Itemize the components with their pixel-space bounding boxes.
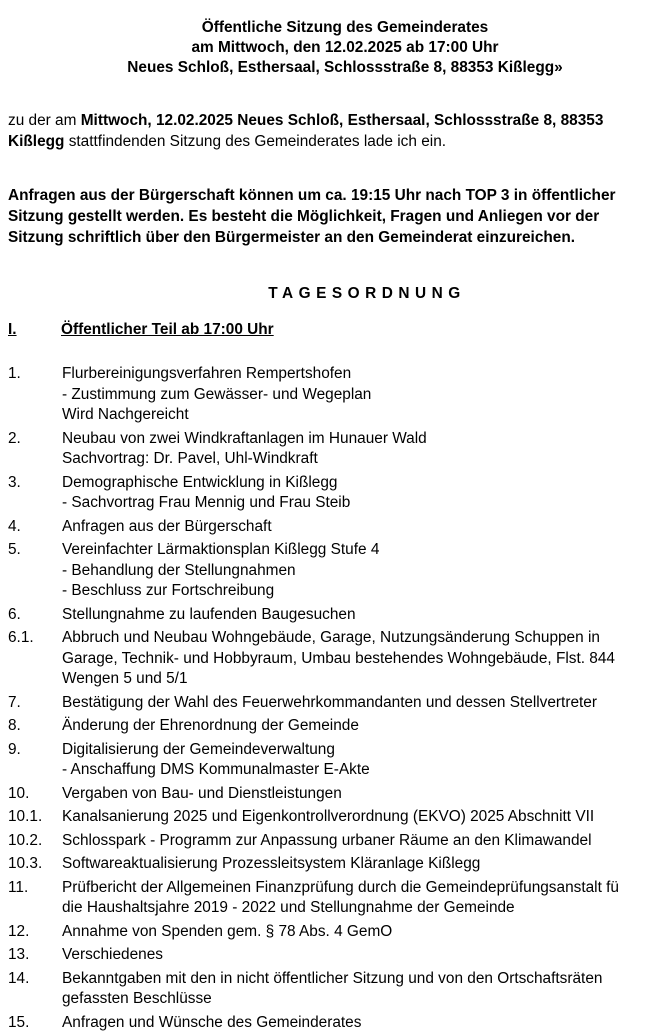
- agenda-item: [8, 945, 653, 966]
- agenda-item-number: 5.: [8, 540, 62, 602]
- agenda-title: TAGESORDNUNG: [0, 285, 653, 303]
- agenda-item-line: Anfragen und Wünsche des Gemeinderates: [62, 1013, 361, 1033]
- agenda-item-number: 4.: [8, 517, 62, 538]
- agenda-item-number: 3.: [8, 473, 62, 514]
- agenda-item-line: Änderung der Ehrenordnung der Gemeinde: [62, 716, 359, 737]
- agenda-item-line: Bestätigung der Wahl des Feuerwehrkommandanten und dessen Stellvertreter: [62, 693, 597, 714]
- header-title: Öffentliche Sitzung des Gemeinderates: [0, 18, 653, 38]
- agenda-item-body: [62, 517, 272, 538]
- agenda-item-line: die Haushaltsjahre 2019 - 2022 und Stellungnahme der Gemeinde: [62, 898, 619, 919]
- agenda-item-line: Vergaben von Bau- und Dienstleistungen: [62, 784, 342, 805]
- agenda-item-line: Digitalisierung der Gemeindeverwaltung: [62, 740, 370, 761]
- header-date: am Mittwoch, den 12.02.2025 ab 17:00 Uhr: [0, 38, 653, 58]
- agenda-item-line: - Beschluss zur Fortschreibung: [62, 581, 379, 602]
- agenda-item: [8, 854, 653, 875]
- agenda-item: [8, 969, 653, 1010]
- agenda-item-number: 13.: [8, 945, 62, 966]
- invitation-line-2: [8, 131, 653, 152]
- agenda-item-number: 10.: [8, 784, 62, 805]
- agenda-item-body: [62, 807, 594, 828]
- notice-line-1: Anfragen aus der Bürgerschaft können um ca. 19:15 Uhr nach TOP 3 in öffentlicher: [8, 185, 653, 206]
- agenda-item-body: [62, 628, 615, 690]
- agenda-item: [8, 784, 653, 805]
- agenda-item: [8, 429, 653, 470]
- agenda-item-line: Stellungnahme zu laufenden Baugesuchen: [62, 605, 356, 626]
- invitation-date-location: Mittwoch, 12.02.2025 Neues Schloß, Esthersaal, Schlossstraße 8, 88353: [81, 112, 604, 129]
- agenda-item-body: [62, 605, 356, 626]
- agenda-item: [8, 628, 653, 690]
- agenda-item-body: [62, 784, 342, 805]
- agenda-item-line: - Sachvortrag Frau Mennig und Frau Steib: [62, 493, 350, 514]
- agenda-item-line: Wengen 5 und 5/1: [62, 669, 615, 690]
- agenda-item-number: 9.: [8, 740, 62, 781]
- agenda-item: [8, 693, 653, 714]
- agenda-item-number: 10.3.: [8, 854, 62, 875]
- agenda-item: [8, 807, 653, 828]
- agenda-item-body: [62, 831, 592, 852]
- agenda-item: [8, 364, 653, 426]
- agenda-item-number: 11.: [8, 878, 62, 919]
- agenda-item-line: Annahme von Spenden gem. § 78 Abs. 4 GemO: [62, 922, 392, 943]
- agenda-item-line: - Anschaffung DMS Kommunalmaster E-Akte: [62, 760, 370, 781]
- section-title: Öffentlicher Teil ab 17:00 Uhr: [61, 321, 274, 338]
- agenda-item-body: [62, 473, 350, 514]
- agenda-item-line: Sachvortrag: Dr. Pavel, Uhl-Windkraft: [62, 449, 427, 470]
- agenda-item-number: 6.: [8, 605, 62, 626]
- agenda-item-line: gefassten Beschlüsse: [62, 989, 602, 1010]
- section-heading: [8, 321, 274, 339]
- invitation-suffix: stattfindenden Sitzung des Gemeinderates lade ich ein.: [64, 133, 446, 150]
- agenda-item-body: [62, 716, 359, 737]
- agenda-item-number: 12.: [8, 922, 62, 943]
- agenda-item-body: [62, 429, 427, 470]
- header-location: Neues Schloß, Esthersaal, Schlossstraße 8, 88353 Kißlegg»: [0, 58, 653, 78]
- section-number: I.: [8, 321, 61, 339]
- agenda-item-line: Neubau von zwei Windkraftanlagen im Hunauer Wald: [62, 429, 427, 450]
- agenda-item-body: [62, 740, 370, 781]
- invitation-prefix: zu der am: [8, 112, 81, 129]
- agenda-item-body: [62, 878, 619, 919]
- invitation-line-1: [8, 110, 653, 131]
- agenda-item-line: Abbruch und Neubau Wohngebäude, Garage, Nutzungsänderung Schuppen in: [62, 628, 615, 649]
- notice-line-2: Sitzung gestellt werden. Es besteht die Möglichkeit, Fragen und Anliegen vor der: [8, 206, 653, 227]
- agenda-item: [8, 878, 653, 919]
- invitation-paragraph: [8, 110, 653, 152]
- agenda-item-line: Schlosspark - Programm zur Anpassung urbaner Räume an den Klimawandel: [62, 831, 592, 852]
- agenda-item-number: 2.: [8, 429, 62, 470]
- agenda-item: [8, 605, 653, 626]
- agenda-item-number: 8.: [8, 716, 62, 737]
- agenda-item-number: 7.: [8, 693, 62, 714]
- agenda-item-body: [62, 969, 602, 1010]
- agenda-item-body: [62, 945, 163, 966]
- agenda-item-line: Wird Nachgereicht: [62, 405, 371, 426]
- agenda-item-number: 6.1.: [8, 628, 62, 690]
- document-header: [0, 18, 653, 78]
- agenda-item: [8, 740, 653, 781]
- agenda-item-line: Vereinfachter Lärmaktionsplan Kißlegg Stufe 4: [62, 540, 379, 561]
- agenda-item-line: Prüfbericht der Allgemeinen Finanzprüfung durch die Gemeindeprüfungsanstalt fü: [62, 878, 619, 899]
- agenda-item-line: - Behandlung der Stellungnahmen: [62, 561, 379, 582]
- invitation-town: Kißlegg: [8, 133, 64, 150]
- agenda-item-line: Verschiedenes: [62, 945, 163, 966]
- agenda-item-body: [62, 540, 379, 602]
- agenda-item-body: [62, 693, 597, 714]
- agenda-item-line: Demographische Entwicklung in Kißlegg: [62, 473, 350, 494]
- agenda-item: [8, 473, 653, 514]
- agenda-item-number: 14.: [8, 969, 62, 1010]
- agenda-item-body: [62, 1013, 361, 1033]
- agenda-list: [8, 364, 653, 1033]
- agenda-item-line: Flurbereinigungsverfahren Rempertshofen: [62, 364, 371, 385]
- agenda-item-number: 1.: [8, 364, 62, 426]
- agenda-item-body: [62, 922, 392, 943]
- agenda-item: [8, 1013, 653, 1033]
- agenda-item-line: Anfragen aus der Bürgerschaft: [62, 517, 272, 538]
- agenda-item-line: - Zustimmung zum Gewässer- und Wegeplan: [62, 385, 371, 406]
- agenda-item-body: [62, 854, 480, 875]
- agenda-item-number: 10.2.: [8, 831, 62, 852]
- notice-line-3: Sitzung schriftlich über den Bürgermeister an den Gemeinderat einzureichen.: [8, 227, 653, 248]
- agenda-item-number: 10.1.: [8, 807, 62, 828]
- agenda-item-line: Softwareaktualisierung Prozessleitsystem Kläranlage Kißlegg: [62, 854, 480, 875]
- agenda-item-line: Bekanntgaben mit den in nicht öffentlicher Sitzung und von den Ortschaftsräten: [62, 969, 602, 990]
- agenda-item: [8, 831, 653, 852]
- agenda-item: [8, 716, 653, 737]
- agenda-item-line: Garage, Technik- und Hobbyraum, Umbau bestehendes Wohngebäude, Flst. 844: [62, 649, 615, 670]
- agenda-item: [8, 517, 653, 538]
- agenda-item-line: Kanalsanierung 2025 und Eigenkontrollverordnung (EKVO) 2025 Abschnitt VII: [62, 807, 594, 828]
- agenda-item: [8, 922, 653, 943]
- agenda-item-number: 15.: [8, 1013, 62, 1033]
- agenda-item-body: [62, 364, 371, 426]
- citizen-questions-notice: [8, 185, 653, 248]
- agenda-item: [8, 540, 653, 602]
